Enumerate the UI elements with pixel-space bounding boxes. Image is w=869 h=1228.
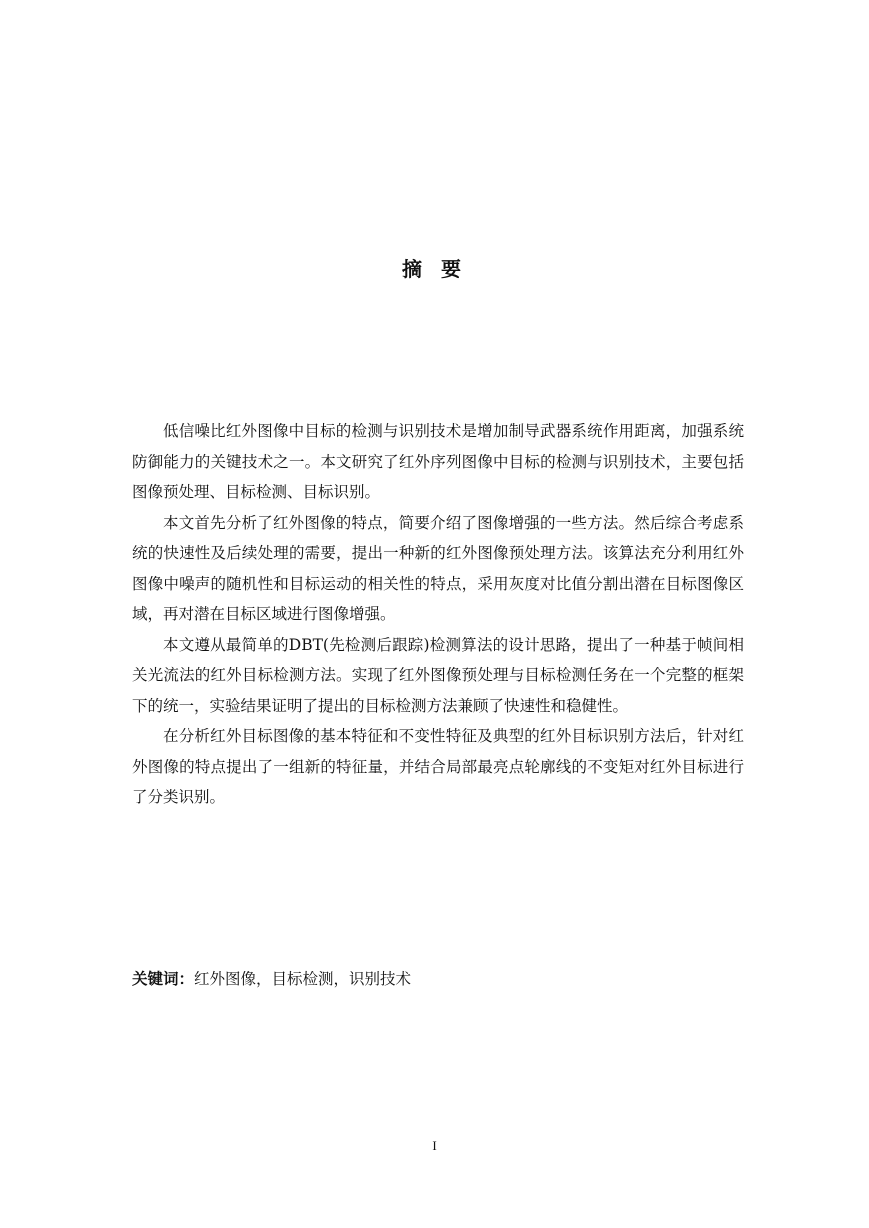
page-title: 摘 要	[402, 257, 467, 281]
paragraph: 本文首先分析了红外图像的特点，简要介绍了图像增强的一些方法。然后综合考虑系统的快速性及后续处理的需要，提出一种新的红外图像预处理方法。该算法充分利用红外图像中噪声的随机性和目标运动的相关性的特点，采用灰度对比值分割出潜在目标图像区域，再对潜在目标区域进行图像增强。	[132, 513, 744, 623]
keywords-line	[132, 965, 744, 993]
page-number: I	[432, 1138, 437, 1153]
keywords-label: 关键词：	[132, 970, 195, 988]
paragraph: 在分析红外目标图像的基本特征和不变性特征及典型的红外目标识别方法后，针对红外图像的特点提出了一组新的特征量，并结合局部最亮点轮廓线的不变矩对红外目标进行了分类识别。	[132, 727, 744, 806]
abstract-body	[132, 416, 744, 813]
paragraph: 低信噪比红外图像中目标的检测与识别技术是增加制导武器系统作用距离，加强系统防御能力的关键技术之一。本文研究了红外序列图像中目标的检测与识别技术，主要包括图像预处理、目标检测、目标识别。	[132, 422, 744, 501]
paragraph: 本文遵从最简单的DBT(先检测后跟踪)检测算法的设计思路，提出了一种基于帧间相关光流法的红外目标检测方法。实现了红外图像预处理与目标检测任务在一个完整的框架下的统一，实验结果证明了提出的目标检测方法兼顾了快速性和稳健性。	[132, 635, 744, 715]
keywords-text: 红外图像，目标检测，识别技术	[194, 970, 412, 988]
